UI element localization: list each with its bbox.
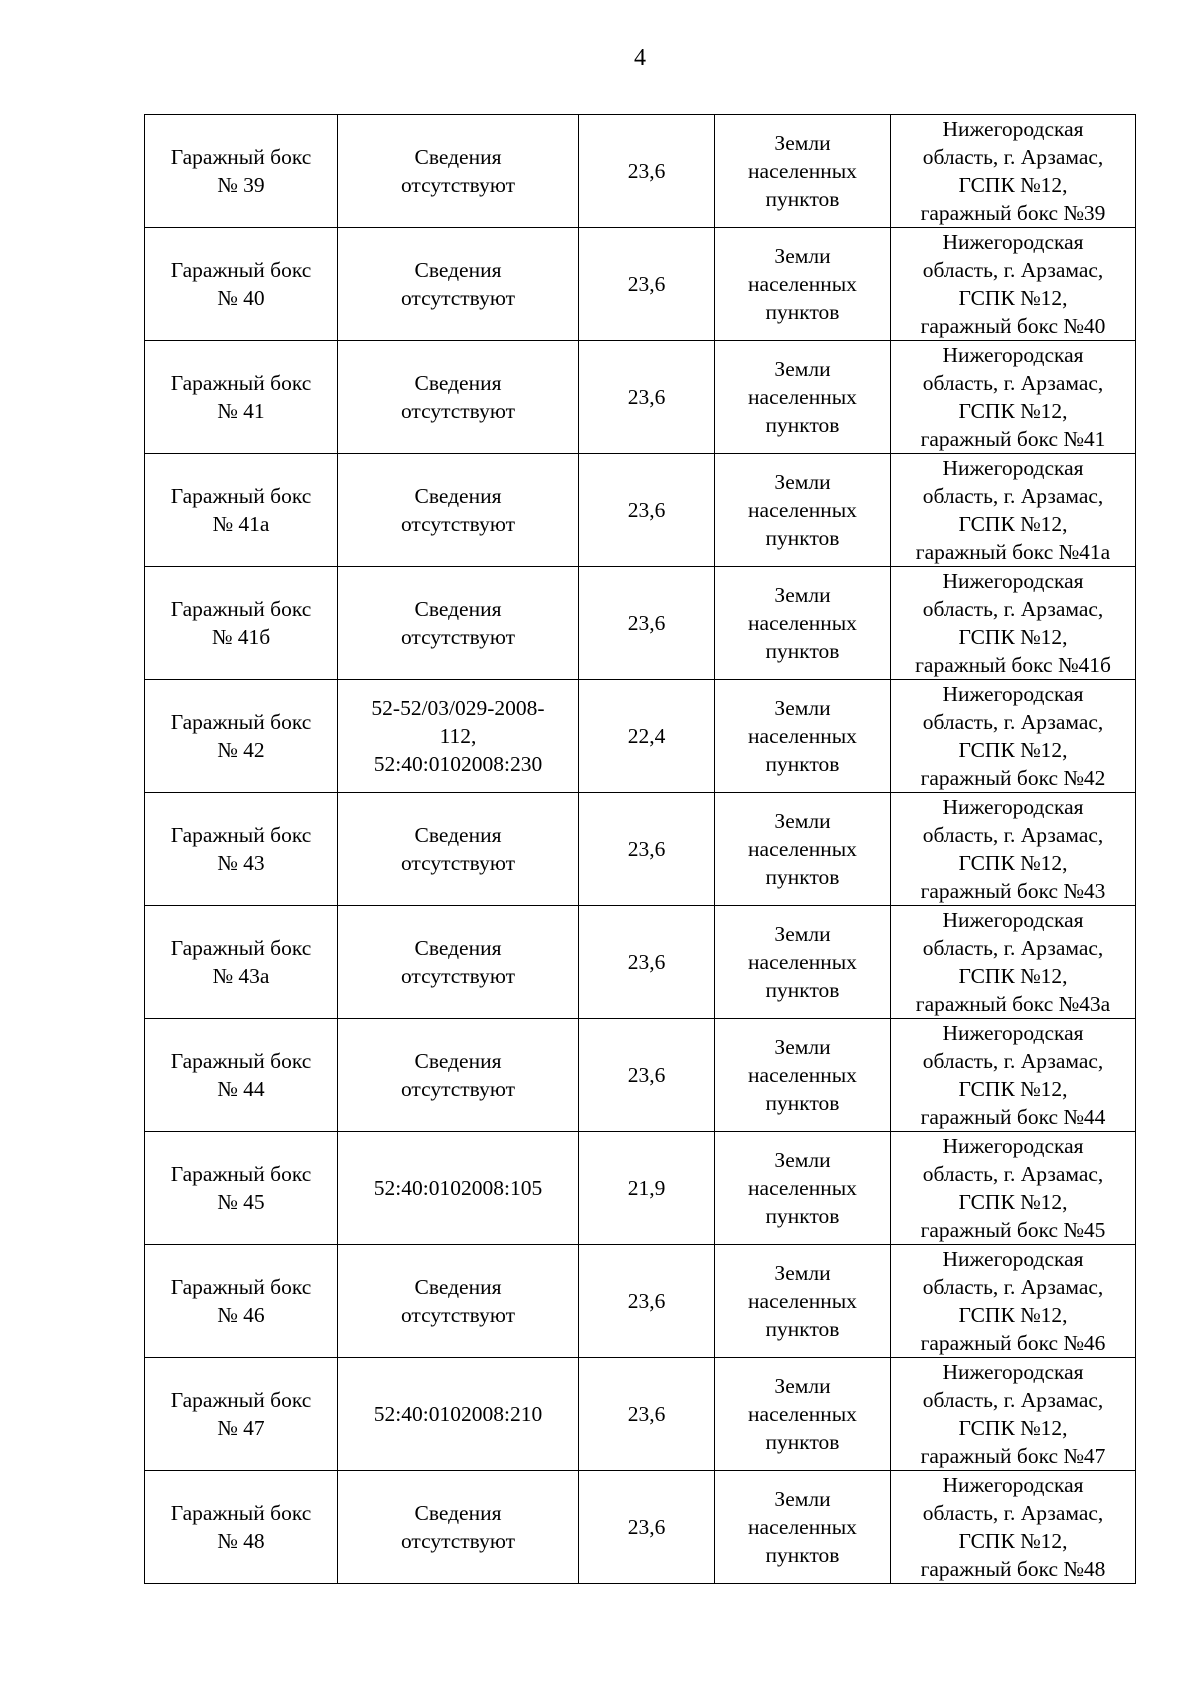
cell-text-line: населенных bbox=[748, 611, 857, 635]
cell-text-line: отсутствуют bbox=[400, 286, 516, 310]
cell-text-line: гаражный бокс №42 bbox=[920, 766, 1106, 790]
cell-text-line: Нижегородская bbox=[942, 1247, 1084, 1271]
cell-text-line: пунктов bbox=[765, 1204, 840, 1228]
land-category-cell bbox=[715, 341, 891, 454]
cell-text-line: пунктов bbox=[765, 639, 840, 663]
cell-text-line: Земли bbox=[774, 1374, 831, 1398]
cell-text-line: Сведения bbox=[414, 145, 502, 169]
table-row bbox=[145, 115, 1136, 228]
cell-text-line: № 42 bbox=[217, 738, 265, 762]
area-cell bbox=[579, 454, 715, 567]
table-row bbox=[145, 567, 1136, 680]
table-row bbox=[145, 793, 1136, 906]
cell-text-line: пунктов bbox=[765, 1317, 840, 1341]
cell-text-line: Земли bbox=[774, 244, 831, 268]
cell-text-line: Гаражный бокс bbox=[170, 597, 312, 621]
cell-text-line: пунктов bbox=[765, 526, 840, 550]
cell-text-line: гаражный бокс №43 bbox=[920, 879, 1106, 903]
cell-text-line: ГСПК №12, bbox=[958, 512, 1068, 536]
cell-text-line: Земли bbox=[774, 470, 831, 494]
cell-text-line: 112, bbox=[439, 724, 477, 748]
cell-text-line: область, г. Арзамас, bbox=[922, 484, 1104, 508]
cell-text-line: ГСПК №12, bbox=[958, 173, 1068, 197]
cell-text-line: Сведения bbox=[414, 1501, 502, 1525]
cell-text-line: отсутствуют bbox=[400, 173, 516, 197]
cell-text-line: ГСПК №12, bbox=[958, 399, 1068, 423]
cell-text-line: пунктов bbox=[765, 1543, 840, 1567]
address-cell bbox=[891, 341, 1136, 454]
area-cell bbox=[579, 680, 715, 793]
land-category-cell bbox=[715, 115, 891, 228]
cell-text-line: 52:40:0102008:230 bbox=[373, 752, 543, 776]
cell-text: 23,6 bbox=[627, 611, 666, 635]
cell-text-line: № 47 bbox=[217, 1416, 265, 1440]
cell-text-line: ГСПК №12, bbox=[958, 738, 1068, 762]
cell-text-line: населенных bbox=[748, 950, 857, 974]
cell-text-line: Земли bbox=[774, 131, 831, 155]
cell-text-line: населенных bbox=[748, 1515, 857, 1539]
cell-text-line: Нижегородская bbox=[942, 343, 1084, 367]
cell-text-line: населенных bbox=[748, 272, 857, 296]
cell-text-line: пунктов bbox=[765, 187, 840, 211]
cell-text-line: Земли bbox=[774, 583, 831, 607]
land-category-cell bbox=[715, 567, 891, 680]
cell-text-line: 52:40:0102008:210 bbox=[373, 1402, 543, 1426]
address-cell bbox=[891, 454, 1136, 567]
cell-text-line: ГСПК №12, bbox=[958, 625, 1068, 649]
cell-text-line: № 48 bbox=[217, 1529, 265, 1553]
cell-text-line: область, г. Арзамас, bbox=[922, 258, 1104, 282]
cell-text-line: гаражный бокс №39 bbox=[920, 201, 1106, 225]
cell-text-line: Гаражный бокс bbox=[170, 258, 312, 282]
cell-text-line: ГСПК №12, bbox=[958, 851, 1068, 875]
object-name-cell bbox=[145, 228, 338, 341]
address-cell bbox=[891, 906, 1136, 1019]
cell-text-line: ГСПК №12, bbox=[958, 1303, 1068, 1327]
cell-text-line: Гаражный бокс bbox=[170, 1388, 312, 1412]
cell-text-line: Гаражный бокс bbox=[170, 1501, 312, 1525]
address-cell bbox=[891, 680, 1136, 793]
cell-text-line: Нижегородская bbox=[942, 1134, 1084, 1158]
area-cell bbox=[579, 1471, 715, 1584]
cell-text-line: Земли bbox=[774, 809, 831, 833]
cell-text-line: пунктов bbox=[765, 1430, 840, 1454]
cell-text: 23,6 bbox=[627, 837, 666, 861]
cell-text-line: гаражный бокс №46 bbox=[920, 1331, 1106, 1355]
cell-text-line: гаражный бокс №40 bbox=[920, 314, 1106, 338]
cell-text-line: Нижегородская bbox=[942, 795, 1084, 819]
address-cell bbox=[891, 115, 1136, 228]
cell-text-line: Нижегородская bbox=[942, 456, 1084, 480]
land-category-cell bbox=[715, 1245, 891, 1358]
cell-text-line: населенных bbox=[748, 159, 857, 183]
cell-text-line: пунктов bbox=[765, 865, 840, 889]
object-name-cell bbox=[145, 341, 338, 454]
cell-text-line: № 41 bbox=[217, 399, 265, 423]
cell-text-line: Земли bbox=[774, 1261, 831, 1285]
area-cell bbox=[579, 567, 715, 680]
cell-text: 23,6 bbox=[627, 1402, 666, 1426]
cell-text-line: область, г. Арзамас, bbox=[922, 1049, 1104, 1073]
cadastral-cell bbox=[338, 341, 579, 454]
cell-text-line: Земли bbox=[774, 922, 831, 946]
cell-text-line: Земли bbox=[774, 1035, 831, 1059]
cell-text-line: гаражный бокс №48 bbox=[920, 1557, 1106, 1581]
cell-text-line: Гаражный бокс bbox=[170, 484, 312, 508]
cell-text-line: Сведения bbox=[414, 1275, 502, 1299]
cadastral-cell bbox=[338, 680, 579, 793]
cell-text-line: № 45 bbox=[217, 1190, 265, 1214]
cell-text-line: Нижегородская bbox=[942, 117, 1084, 141]
cell-text-line: Гаражный бокс bbox=[170, 1049, 312, 1073]
cell-text-line: гаражный бокс №41 bbox=[920, 427, 1106, 451]
address-cell bbox=[891, 1471, 1136, 1584]
cell-text-line: область, г. Арзамас, bbox=[922, 710, 1104, 734]
table-row bbox=[145, 1358, 1136, 1471]
cell-text-line: отсутствуют bbox=[400, 1529, 516, 1553]
cell-text-line: ГСПК №12, bbox=[958, 964, 1068, 988]
cell-text: 23,6 bbox=[627, 1063, 666, 1087]
cell-text-line: Сведения bbox=[414, 1049, 502, 1073]
cell-text-line: Нижегородская bbox=[942, 908, 1084, 932]
area-cell bbox=[579, 906, 715, 1019]
cadastral-cell bbox=[338, 115, 579, 228]
cell-text-line: Земли bbox=[774, 357, 831, 381]
land-category-cell bbox=[715, 906, 891, 1019]
cell-text-line: Сведения bbox=[414, 484, 502, 508]
cell-text-line: Земли bbox=[774, 696, 831, 720]
cell-text-line: населенных bbox=[748, 837, 857, 861]
cell-text-line: пунктов bbox=[765, 300, 840, 324]
cell-text-line: № 43 bbox=[217, 851, 265, 875]
object-name-cell bbox=[145, 1358, 338, 1471]
cell-text-line: населенных bbox=[748, 498, 857, 522]
land-category-cell bbox=[715, 793, 891, 906]
cell-text-line: Гаражный бокс bbox=[170, 1162, 312, 1186]
cell-text-line: Гаражный бокс bbox=[170, 710, 312, 734]
cell-text: 23,6 bbox=[627, 1515, 666, 1539]
cadastral-cell bbox=[338, 1471, 579, 1584]
area-cell bbox=[579, 115, 715, 228]
cell-text-line: ГСПК №12, bbox=[958, 1529, 1068, 1553]
area-cell bbox=[579, 1358, 715, 1471]
table-body bbox=[145, 115, 1136, 1584]
cell-text-line: Земли bbox=[774, 1148, 831, 1172]
cadastral-cell bbox=[338, 1358, 579, 1471]
area-cell bbox=[579, 1132, 715, 1245]
cell-text-line: Нижегородская bbox=[942, 1021, 1084, 1045]
object-name-cell bbox=[145, 1019, 338, 1132]
cadastral-cell bbox=[338, 567, 579, 680]
cell-text-line: Гаражный бокс bbox=[170, 371, 312, 395]
land-category-cell bbox=[715, 680, 891, 793]
cell-text-line: пунктов bbox=[765, 978, 840, 1002]
page-number: 4 bbox=[634, 45, 646, 71]
cell-text-line: ГСПК №12, bbox=[958, 286, 1068, 310]
cell-text-line: отсутствуют bbox=[400, 964, 516, 988]
cell-text-line: область, г. Арзамас, bbox=[922, 1388, 1104, 1412]
land-category-cell bbox=[715, 228, 891, 341]
cell-text-line: гаражный бокс №47 bbox=[920, 1444, 1106, 1468]
object-name-cell bbox=[145, 906, 338, 1019]
cell-text-line: Нижегородская bbox=[942, 1473, 1084, 1497]
cell-text-line: отсутствуют bbox=[400, 625, 516, 649]
cell-text-line: населенных bbox=[748, 1176, 857, 1200]
cell-text: 23,6 bbox=[627, 498, 666, 522]
cell-text: 23,6 bbox=[627, 385, 666, 409]
cell-text-line: область, г. Арзамас, bbox=[922, 936, 1104, 960]
cell-text-line: населенных bbox=[748, 385, 857, 409]
cell-text-line: № 46 bbox=[217, 1303, 265, 1327]
land-category-cell bbox=[715, 1019, 891, 1132]
cell-text-line: № 40 bbox=[217, 286, 265, 310]
object-name-cell bbox=[145, 1245, 338, 1358]
object-name-cell bbox=[145, 115, 338, 228]
cell-text-line: 52:40:0102008:105 bbox=[373, 1176, 543, 1200]
table-row bbox=[145, 1132, 1136, 1245]
table-row bbox=[145, 454, 1136, 567]
cadastral-cell bbox=[338, 1019, 579, 1132]
cell-text-line: Сведения bbox=[414, 258, 502, 282]
cell-text-line: гаражный бокс №41б bbox=[915, 653, 1111, 677]
area-cell bbox=[579, 341, 715, 454]
garage-registry-table bbox=[144, 114, 1136, 1584]
cell-text: 21,9 bbox=[627, 1176, 666, 1200]
cell-text-line: гаражный бокс №45 bbox=[920, 1218, 1106, 1242]
address-cell bbox=[891, 1132, 1136, 1245]
object-name-cell bbox=[145, 454, 338, 567]
cell-text-line: Гаражный бокс bbox=[170, 823, 312, 847]
land-category-cell bbox=[715, 1358, 891, 1471]
cell-text-line: пунктов bbox=[765, 752, 840, 776]
cell-text: 23,6 bbox=[627, 272, 666, 296]
area-cell bbox=[579, 1245, 715, 1358]
cell-text-line: № 41а bbox=[212, 512, 270, 536]
cell-text-line: Сведения bbox=[414, 597, 502, 621]
table-row bbox=[145, 341, 1136, 454]
cell-text-line: № 43а bbox=[212, 964, 270, 988]
cadastral-cell bbox=[338, 1132, 579, 1245]
cell-text-line: отсутствуют bbox=[400, 399, 516, 423]
cell-text-line: Сведения bbox=[414, 823, 502, 847]
cell-text-line: Гаражный бокс bbox=[170, 936, 312, 960]
cell-text-line: отсутствуют bbox=[400, 1077, 516, 1101]
cell-text-line: отсутствуют bbox=[400, 1303, 516, 1327]
cadastral-cell bbox=[338, 454, 579, 567]
table-row bbox=[145, 228, 1136, 341]
table-row bbox=[145, 680, 1136, 793]
object-name-cell bbox=[145, 680, 338, 793]
cell-text-line: пунктов bbox=[765, 1091, 840, 1115]
cell-text-line: Земли bbox=[774, 1487, 831, 1511]
cell-text-line: ГСПК №12, bbox=[958, 1077, 1068, 1101]
cell-text: 22,4 bbox=[627, 724, 666, 748]
cell-text-line: отсутствуют bbox=[400, 851, 516, 875]
cell-text-line: гаражный бокс №44 bbox=[920, 1105, 1106, 1129]
cell-text-line: Сведения bbox=[414, 371, 502, 395]
cell-text-line: Гаражный бокс bbox=[170, 1275, 312, 1299]
cell-text-line: область, г. Арзамас, bbox=[922, 597, 1104, 621]
cadastral-cell bbox=[338, 793, 579, 906]
address-cell bbox=[891, 228, 1136, 341]
cell-text-line: № 39 bbox=[217, 173, 265, 197]
cell-text-line: ГСПК №12, bbox=[958, 1416, 1068, 1440]
cell-text-line: населенных bbox=[748, 724, 857, 748]
table-row bbox=[145, 906, 1136, 1019]
cell-text-line: область, г. Арзамас, bbox=[922, 371, 1104, 395]
cell-text-line: Гаражный бокс bbox=[170, 145, 312, 169]
cell-text-line: Сведения bbox=[414, 936, 502, 960]
cell-text-line: область, г. Арзамас, bbox=[922, 145, 1104, 169]
cell-text-line: область, г. Арзамас, bbox=[922, 1501, 1104, 1525]
cadastral-cell bbox=[338, 906, 579, 1019]
address-cell bbox=[891, 1358, 1136, 1471]
object-name-cell bbox=[145, 793, 338, 906]
cell-text-line: Нижегородская bbox=[942, 230, 1084, 254]
cell-text-line: гаражный бокс №43а bbox=[915, 992, 1111, 1016]
cell-text: 23,6 bbox=[627, 950, 666, 974]
cell-text-line: населенных bbox=[748, 1402, 857, 1426]
area-cell bbox=[579, 793, 715, 906]
cell-text-line: 52-52/03/029-2008- bbox=[371, 696, 545, 720]
cell-text-line: гаражный бокс №41а bbox=[915, 540, 1111, 564]
cell-text-line: область, г. Арзамас, bbox=[922, 1275, 1104, 1299]
cell-text-line: № 41б bbox=[211, 625, 271, 649]
cell-text-line: пунктов bbox=[765, 413, 840, 437]
address-cell bbox=[891, 1019, 1136, 1132]
object-name-cell bbox=[145, 1471, 338, 1584]
object-name-cell bbox=[145, 567, 338, 680]
cell-text-line: населенных bbox=[748, 1289, 857, 1313]
address-cell bbox=[891, 567, 1136, 680]
cell-text-line: населенных bbox=[748, 1063, 857, 1087]
area-cell bbox=[579, 228, 715, 341]
table-row bbox=[145, 1471, 1136, 1584]
land-category-cell bbox=[715, 1471, 891, 1584]
object-name-cell bbox=[145, 1132, 338, 1245]
cell-text-line: Нижегородская bbox=[942, 1360, 1084, 1384]
address-cell bbox=[891, 793, 1136, 906]
cell-text-line: отсутствуют bbox=[400, 512, 516, 536]
cell-text-line: ГСПК №12, bbox=[958, 1190, 1068, 1214]
land-category-cell bbox=[715, 454, 891, 567]
cell-text-line: Нижегородская bbox=[942, 682, 1084, 706]
cadastral-cell bbox=[338, 1245, 579, 1358]
land-category-cell bbox=[715, 1132, 891, 1245]
area-cell bbox=[579, 1019, 715, 1132]
table-row bbox=[145, 1019, 1136, 1132]
cell-text-line: Нижегородская bbox=[942, 569, 1084, 593]
cell-text: 23,6 bbox=[627, 1289, 666, 1313]
table-row bbox=[145, 1245, 1136, 1358]
cell-text: 23,6 bbox=[627, 159, 666, 183]
cadastral-cell bbox=[338, 228, 579, 341]
cell-text-line: область, г. Арзамас, bbox=[922, 1162, 1104, 1186]
cell-text-line: область, г. Арзамас, bbox=[922, 823, 1104, 847]
address-cell bbox=[891, 1245, 1136, 1358]
cell-text-line: № 44 bbox=[217, 1077, 265, 1101]
